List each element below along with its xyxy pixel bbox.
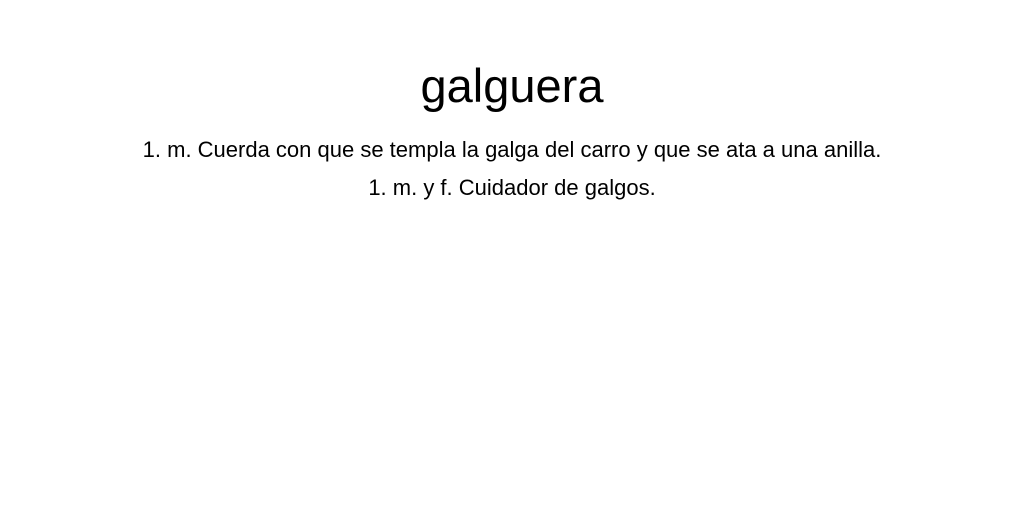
definition-item: 1. m. y f. Cuidador de galgos. (368, 175, 656, 200)
definition-list (0, 131, 1024, 207)
definition-item: 1. m. Cuerda con que se templa la galga del carro y que se ata a una anilla. (142, 137, 882, 162)
entry-headword: galguera (420, 59, 604, 112)
